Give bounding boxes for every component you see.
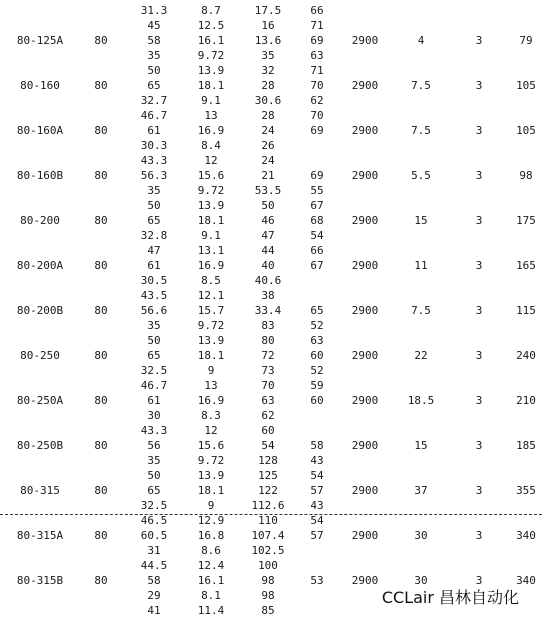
diameter-cell: 80 — [94, 349, 108, 362]
efficiency-cell: 60 — [310, 394, 324, 407]
flow-ls-cell: 12.5 — [197, 19, 225, 32]
speed-cell: 2900 — [351, 349, 379, 362]
efficiency-cell: 54 — [310, 229, 324, 242]
flow-m3h-cell: 30.5 — [140, 274, 168, 287]
model-cell: 80-200 — [20, 214, 60, 227]
head-cell: 40 — [261, 259, 275, 272]
flow-m3h-cell: 30.3 — [140, 139, 168, 152]
speed-cell: 2900 — [351, 304, 379, 317]
flow-ls-cell: 18.1 — [197, 214, 225, 227]
efficiency-cell: 58 — [310, 439, 324, 452]
flow-m3h-cell: 56.3 — [140, 169, 168, 182]
flow-ls-cell: 13.9 — [197, 469, 225, 482]
head-cell: 100 — [258, 559, 278, 572]
flow-ls-cell: 9.1 — [201, 229, 221, 242]
flow-m3h-cell: 32.5 — [140, 499, 168, 512]
diameter-cell: 80 — [94, 124, 108, 137]
speed-cell: 2900 — [351, 529, 379, 542]
diameter-cell: 80 — [94, 259, 108, 272]
head-cell: 62 — [261, 409, 275, 422]
model-cell: 80-315B — [16, 574, 64, 587]
head-cell: 107.4 — [251, 529, 285, 542]
flow-ls-cell: 8.6 — [201, 544, 221, 557]
head-cell: 83 — [261, 319, 275, 332]
efficiency-cell: 54 — [310, 514, 324, 527]
weight-cell: 240 — [516, 349, 536, 362]
diameter-cell: 80 — [94, 169, 108, 182]
head-cell: 32 — [261, 64, 275, 77]
model-cell: 80-160B — [16, 169, 64, 182]
efficiency-cell: 69 — [310, 169, 324, 182]
flow-ls-cell: 9.72 — [197, 454, 225, 467]
flow-ls-cell: 16.1 — [197, 34, 225, 47]
npsh-cell: 3 — [475, 394, 483, 407]
npsh-cell: 3 — [475, 304, 483, 317]
speed-cell: 2900 — [351, 124, 379, 137]
power-cell: 30 — [414, 529, 428, 542]
power-cell: 7.5 — [411, 304, 431, 317]
efficiency-cell: 66 — [310, 4, 324, 17]
efficiency-cell: 57 — [310, 529, 324, 542]
diameter-cell: 80 — [94, 79, 108, 92]
efficiency-cell: 71 — [310, 64, 324, 77]
flow-ls-cell: 9.72 — [197, 49, 225, 62]
flow-ls-cell: 13.9 — [197, 199, 225, 212]
head-cell: 35 — [261, 49, 275, 62]
flow-ls-cell: 8.7 — [201, 4, 221, 17]
diameter-cell: 80 — [94, 394, 108, 407]
efficiency-cell: 71 — [310, 19, 324, 32]
flow-ls-cell: 12.1 — [197, 289, 225, 302]
npsh-cell: 3 — [475, 529, 483, 542]
flow-m3h-cell: 46.7 — [140, 109, 168, 122]
head-cell: 70 — [261, 379, 275, 392]
power-cell: 18.5 — [407, 394, 435, 407]
efficiency-cell: 67 — [310, 259, 324, 272]
head-cell: 54 — [261, 439, 275, 452]
flow-ls-cell: 8.5 — [201, 274, 221, 287]
flow-m3h-cell: 32.5 — [140, 364, 168, 377]
weight-cell: 79 — [519, 34, 533, 47]
head-cell: 47 — [261, 229, 275, 242]
efficiency-cell: 43 — [310, 499, 324, 512]
flow-m3h-cell: 50 — [147, 64, 161, 77]
weight-cell: 355 — [516, 484, 536, 497]
efficiency-cell: 63 — [310, 49, 324, 62]
speed-cell: 2900 — [351, 259, 379, 272]
power-cell: 7.5 — [411, 79, 431, 92]
flow-ls-cell: 18.1 — [197, 349, 225, 362]
efficiency-cell: 67 — [310, 199, 324, 212]
flow-ls-cell: 13 — [204, 109, 218, 122]
flow-m3h-cell: 60.5 — [140, 529, 168, 542]
flow-ls-cell: 16.8 — [197, 529, 225, 542]
flow-m3h-cell: 29 — [147, 589, 161, 602]
head-cell: 63 — [261, 394, 275, 407]
head-cell: 24 — [261, 154, 275, 167]
efficiency-cell: 66 — [310, 244, 324, 257]
weight-cell: 115 — [516, 304, 536, 317]
efficiency-cell: 43 — [310, 454, 324, 467]
efficiency-cell: 63 — [310, 334, 324, 347]
flow-m3h-cell: 65 — [147, 484, 161, 497]
speed-cell: 2900 — [351, 34, 379, 47]
model-cell: 80-250 — [20, 349, 60, 362]
head-cell: 16 — [261, 19, 275, 32]
npsh-cell: 3 — [475, 214, 483, 227]
head-cell: 122 — [258, 484, 278, 497]
diameter-cell: 80 — [94, 34, 108, 47]
head-cell: 21 — [261, 169, 275, 182]
head-cell: 33.4 — [254, 304, 282, 317]
speed-cell: 2900 — [351, 439, 379, 452]
head-cell: 28 — [261, 79, 275, 92]
efficiency-cell: 57 — [310, 484, 324, 497]
flow-m3h-cell: 65 — [147, 349, 161, 362]
efficiency-cell: 52 — [310, 319, 324, 332]
flow-ls-cell: 16.1 — [197, 574, 225, 587]
power-cell: 4 — [417, 34, 425, 47]
efficiency-cell: 69 — [310, 34, 324, 47]
flow-m3h-cell: 35 — [147, 454, 161, 467]
flow-m3h-cell: 46.7 — [140, 379, 168, 392]
head-cell: 128 — [258, 454, 278, 467]
weight-cell: 210 — [516, 394, 536, 407]
head-cell: 28 — [261, 109, 275, 122]
weight-cell: 185 — [516, 439, 536, 452]
flow-ls-cell: 8.1 — [201, 589, 221, 602]
power-cell: 11 — [414, 259, 428, 272]
flow-ls-cell: 11.4 — [197, 604, 225, 617]
flow-ls-cell: 9.72 — [197, 319, 225, 332]
npsh-cell: 3 — [475, 34, 483, 47]
efficiency-cell: 62 — [310, 94, 324, 107]
speed-cell: 2900 — [351, 484, 379, 497]
flow-m3h-cell: 31.3 — [140, 4, 168, 17]
power-cell: 37 — [414, 484, 428, 497]
flow-m3h-cell: 65 — [147, 79, 161, 92]
power-cell: 15 — [414, 439, 428, 452]
weight-cell: 340 — [516, 529, 536, 542]
diameter-cell: 80 — [94, 439, 108, 452]
flow-ls-cell: 12.4 — [197, 559, 225, 572]
npsh-cell: 3 — [475, 349, 483, 362]
head-cell: 26 — [261, 139, 275, 152]
flow-m3h-cell: 50 — [147, 469, 161, 482]
efficiency-cell: 69 — [310, 124, 324, 137]
head-cell: 53.5 — [254, 184, 282, 197]
npsh-cell: 3 — [475, 169, 483, 182]
flow-ls-cell: 15.6 — [197, 169, 225, 182]
speed-cell: 2900 — [351, 169, 379, 182]
head-cell: 110 — [258, 514, 278, 527]
flow-ls-cell: 9.1 — [201, 94, 221, 107]
head-cell: 98 — [261, 574, 275, 587]
head-cell: 60 — [261, 424, 275, 437]
head-cell: 17.5 — [254, 4, 282, 17]
npsh-cell: 3 — [475, 259, 483, 272]
diameter-cell: 80 — [94, 574, 108, 587]
flow-ls-cell: 15.6 — [197, 439, 225, 452]
weight-cell: 105 — [516, 124, 536, 137]
npsh-cell: 3 — [475, 484, 483, 497]
efficiency-cell: 53 — [310, 574, 324, 587]
flow-ls-cell: 18.1 — [197, 484, 225, 497]
speed-cell: 2900 — [351, 574, 379, 587]
model-cell: 80-160 — [20, 79, 60, 92]
head-cell: 125 — [258, 469, 278, 482]
power-cell: 30 — [414, 574, 428, 587]
head-cell: 72 — [261, 349, 275, 362]
flow-ls-cell: 8.3 — [201, 409, 221, 422]
flow-ls-cell: 13.9 — [197, 64, 225, 77]
flow-m3h-cell: 32.7 — [140, 94, 168, 107]
flow-ls-cell: 12 — [204, 424, 218, 437]
head-cell: 102.5 — [251, 544, 285, 557]
head-cell: 112.6 — [251, 499, 285, 512]
npsh-cell: 3 — [475, 574, 483, 587]
flow-ls-cell: 12.9 — [197, 514, 225, 527]
dashed-divider — [0, 514, 542, 515]
flow-m3h-cell: 46.5 — [140, 514, 168, 527]
flow-m3h-cell: 61 — [147, 259, 161, 272]
efficiency-cell: 59 — [310, 379, 324, 392]
flow-ls-cell: 15.7 — [197, 304, 225, 317]
head-cell: 30.6 — [254, 94, 282, 107]
flow-m3h-cell: 45 — [147, 19, 161, 32]
head-cell: 80 — [261, 334, 275, 347]
flow-m3h-cell: 41 — [147, 604, 161, 617]
efficiency-cell: 55 — [310, 184, 324, 197]
flow-m3h-cell: 32.8 — [140, 229, 168, 242]
flow-ls-cell: 18.1 — [197, 79, 225, 92]
flow-m3h-cell: 65 — [147, 214, 161, 227]
flow-ls-cell: 13 — [204, 379, 218, 392]
diameter-cell: 80 — [94, 214, 108, 227]
diameter-cell: 80 — [94, 484, 108, 497]
efficiency-cell: 54 — [310, 469, 324, 482]
flow-m3h-cell: 50 — [147, 199, 161, 212]
head-cell: 13.6 — [254, 34, 282, 47]
flow-ls-cell: 16.9 — [197, 259, 225, 272]
model-cell: 80-250A — [16, 394, 64, 407]
model-cell: 80-315 — [20, 484, 60, 497]
head-cell: 46 — [261, 214, 275, 227]
npsh-cell: 3 — [475, 79, 483, 92]
power-cell: 5.5 — [411, 169, 431, 182]
flow-ls-cell: 13.9 — [197, 334, 225, 347]
weight-cell: 105 — [516, 79, 536, 92]
flow-m3h-cell: 43.3 — [140, 154, 168, 167]
flow-m3h-cell: 44.5 — [140, 559, 168, 572]
weight-cell: 175 — [516, 214, 536, 227]
flow-ls-cell: 9.72 — [197, 184, 225, 197]
efficiency-cell: 70 — [310, 79, 324, 92]
efficiency-cell: 70 — [310, 109, 324, 122]
flow-m3h-cell: 43.3 — [140, 424, 168, 437]
head-cell: 85 — [261, 604, 275, 617]
flow-m3h-cell: 61 — [147, 394, 161, 407]
head-cell: 38 — [261, 289, 275, 302]
model-cell: 80-200B — [16, 304, 64, 317]
flow-m3h-cell: 43.5 — [140, 289, 168, 302]
flow-m3h-cell: 47 — [147, 244, 161, 257]
flow-m3h-cell: 35 — [147, 184, 161, 197]
diameter-cell: 80 — [94, 304, 108, 317]
speed-cell: 2900 — [351, 214, 379, 227]
flow-ls-cell: 9 — [207, 364, 215, 377]
model-cell: 80-250B — [16, 439, 64, 452]
flow-m3h-cell: 35 — [147, 319, 161, 332]
efficiency-cell: 52 — [310, 364, 324, 377]
model-cell: 80-315A — [16, 529, 64, 542]
flow-m3h-cell: 56.6 — [140, 304, 168, 317]
flow-ls-cell: 8.4 — [201, 139, 221, 152]
flow-m3h-cell: 56 — [147, 439, 161, 452]
diameter-cell: 80 — [94, 529, 108, 542]
flow-m3h-cell: 31 — [147, 544, 161, 557]
flow-ls-cell: 13.1 — [197, 244, 225, 257]
head-cell: 50 — [261, 199, 275, 212]
head-cell: 44 — [261, 244, 275, 257]
flow-ls-cell: 9 — [207, 499, 215, 512]
flow-ls-cell: 12 — [204, 154, 218, 167]
head-cell: 73 — [261, 364, 275, 377]
power-cell: 7.5 — [411, 124, 431, 137]
head-cell: 24 — [261, 124, 275, 137]
power-cell: 22 — [414, 349, 428, 362]
model-cell: 80-125A — [16, 34, 64, 47]
head-cell: 40.6 — [254, 274, 282, 287]
flow-m3h-cell: 30 — [147, 409, 161, 422]
model-cell: 80-160A — [16, 124, 64, 137]
weight-cell: 98 — [519, 169, 533, 182]
speed-cell: 2900 — [351, 394, 379, 407]
flow-m3h-cell: 58 — [147, 574, 161, 587]
weight-cell: 340 — [516, 574, 536, 587]
flow-ls-cell: 16.9 — [197, 394, 225, 407]
flow-m3h-cell: 35 — [147, 49, 161, 62]
efficiency-cell: 65 — [310, 304, 324, 317]
efficiency-cell: 68 — [310, 214, 324, 227]
head-cell: 98 — [261, 589, 275, 602]
flow-m3h-cell: 50 — [147, 334, 161, 347]
model-cell: 80-200A — [16, 259, 64, 272]
watermark-logo: CCLair 昌林自动化 — [379, 588, 522, 608]
efficiency-cell: 60 — [310, 349, 324, 362]
npsh-cell: 3 — [475, 124, 483, 137]
speed-cell: 2900 — [351, 79, 379, 92]
weight-cell: 165 — [516, 259, 536, 272]
npsh-cell: 3 — [475, 439, 483, 452]
flow-m3h-cell: 61 — [147, 124, 161, 137]
flow-ls-cell: 16.9 — [197, 124, 225, 137]
flow-m3h-cell: 58 — [147, 34, 161, 47]
power-cell: 15 — [414, 214, 428, 227]
